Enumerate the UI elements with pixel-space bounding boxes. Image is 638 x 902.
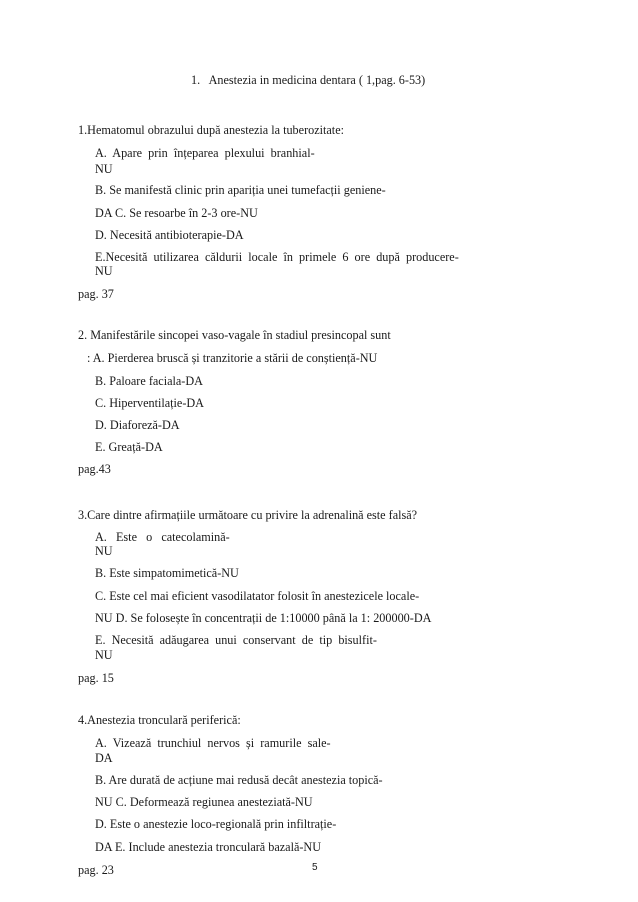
q3-line: B. Este simpatomimetică-NU — [95, 566, 239, 580]
q2-line: E. Greață-DA — [95, 440, 163, 454]
q2-line: D. Diaforeză-DA — [95, 418, 180, 432]
q4-line: D. Este o anestezie loco-regională prin infiltrație- — [95, 817, 337, 831]
q4-page-ref: pag. 23 — [78, 863, 114, 877]
question-4: 4.Anestezia tronculară periferică: — [78, 713, 241, 727]
q2-line: B. Paloare faciala-DA — [95, 374, 203, 388]
q1-line: E.Necesită utilizarea căldurii locale în primele 6 ore după producere- — [95, 250, 459, 264]
q3-line: NU — [95, 648, 113, 662]
q4-line: A. Vizează trunchiul nervos și ramurile sale- — [95, 736, 331, 750]
q1-line: B. Se manifestă clinic prin apariția unei tumefacții geniene- — [95, 183, 386, 197]
q2-line: C. Hiperventilație-DA — [95, 396, 204, 410]
q3-line: NU D. Se folosește în concentrații de 1:10000 până la 1: 200000-DA — [95, 611, 432, 625]
question-3: 3.Care dintre afirmațiile următoare cu privire la adrenalină este falsă? — [78, 508, 418, 522]
q1-line: NU — [95, 162, 113, 176]
q3-line: C. Este cel mai eficient vasodilatator folosit în anestezicele locale- — [95, 589, 420, 603]
question-2: 2. Manifestările sincopei vaso-vagale în stadiul presincopal sunt — [78, 328, 391, 342]
q1-line: NU — [95, 264, 113, 278]
q1-line: A. Apare prin înțeparea plexului branhial- — [95, 146, 315, 160]
q2-page-ref: pag.43 — [78, 462, 111, 476]
q3-line: NU — [95, 544, 113, 558]
q4-line: DA — [95, 751, 113, 765]
q1-line: DA C. Se resoarbe în 2-3 ore-NU — [95, 206, 258, 220]
document-title: 1. Anestezia in medicina dentara ( 1,pag. 6-53) — [191, 73, 426, 87]
question-1: 1.Hematomul obrazului după anestezia la tuberozitate: — [78, 123, 344, 137]
q3-line: E. Necesită adăugarea unui conservant de tip bisulfit- — [95, 633, 377, 647]
q3-page-ref: pag. 15 — [78, 671, 114, 685]
q4-line: B. Are durată de acțiune mai redusă decât anestezia topică- — [95, 773, 383, 787]
q1-line: D. Necesită antibioterapie-DA — [95, 228, 244, 242]
q4-line: DA E. Include anestezia tronculară bazală-NU — [95, 840, 322, 854]
q3-line: A. Este o catecolamină- — [95, 530, 230, 544]
q4-line: NU C. Deformează regiunea anesteziată-NU — [95, 795, 313, 809]
page-number: 5 — [312, 862, 318, 873]
q1-page-ref: pag. 37 — [78, 287, 114, 301]
q2-line: : A. Pierderea bruscă și tranzitorie a stării de conștiență-NU — [87, 351, 378, 365]
